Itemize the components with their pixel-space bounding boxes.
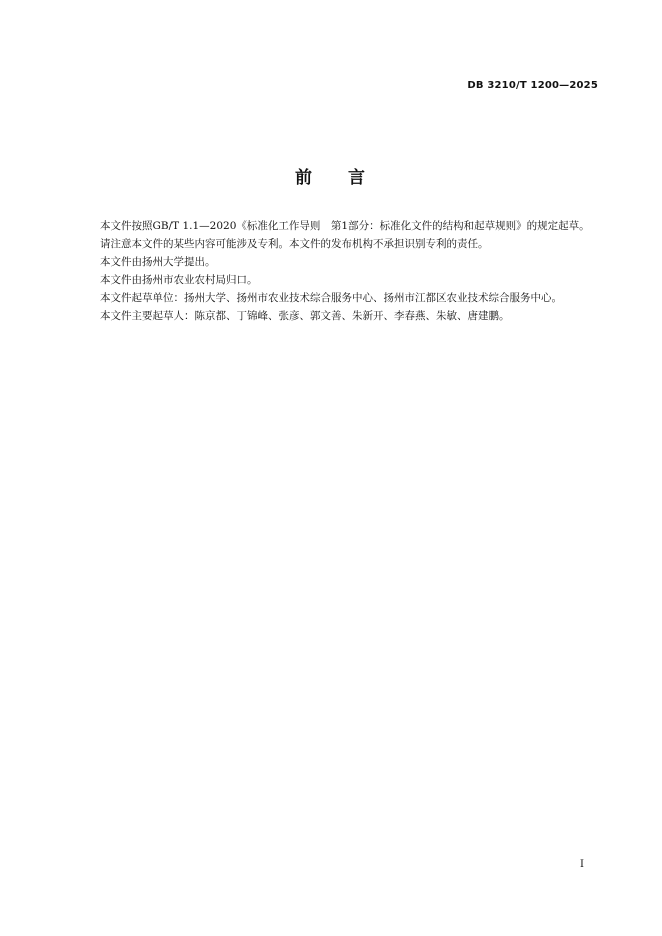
- paragraph-patent-notice: 请注意本文件的某些内容可能涉及专利。本文件的发布机构不承担识别专利的责任。: [100, 238, 489, 250]
- paragraph-administrator: 本文件由扬州市农业农村局归口。: [100, 274, 258, 286]
- title-char-2: 言: [348, 168, 367, 188]
- foreword-body: [79, 217, 601, 325]
- page-title: [0, 163, 662, 188]
- paragraph-drafting-basis: 本文件按照GB/T 1.1—2020《标准化工作导则 第1部分：标准化文件的结构和起草规则》的规定起草。: [100, 220, 590, 232]
- paragraph-drafting-units: 本文件起草单位：扬州大学、扬州市农业技术综合服务中心、扬州市江都区农业技术综合服务中心。: [100, 292, 562, 304]
- paragraph-proposer: 本文件由扬州大学提出。: [100, 256, 216, 268]
- document-standard-number: DB 3210/T 1200—2025: [467, 80, 598, 91]
- page-number: I: [580, 859, 584, 870]
- paragraph-drafters: 本文件主要起草人：陈京都、丁锦峰、张彦、郭文善、朱新开、李春燕、朱敏、唐建鹏。: [100, 310, 510, 322]
- title-char-1: 前: [295, 168, 314, 188]
